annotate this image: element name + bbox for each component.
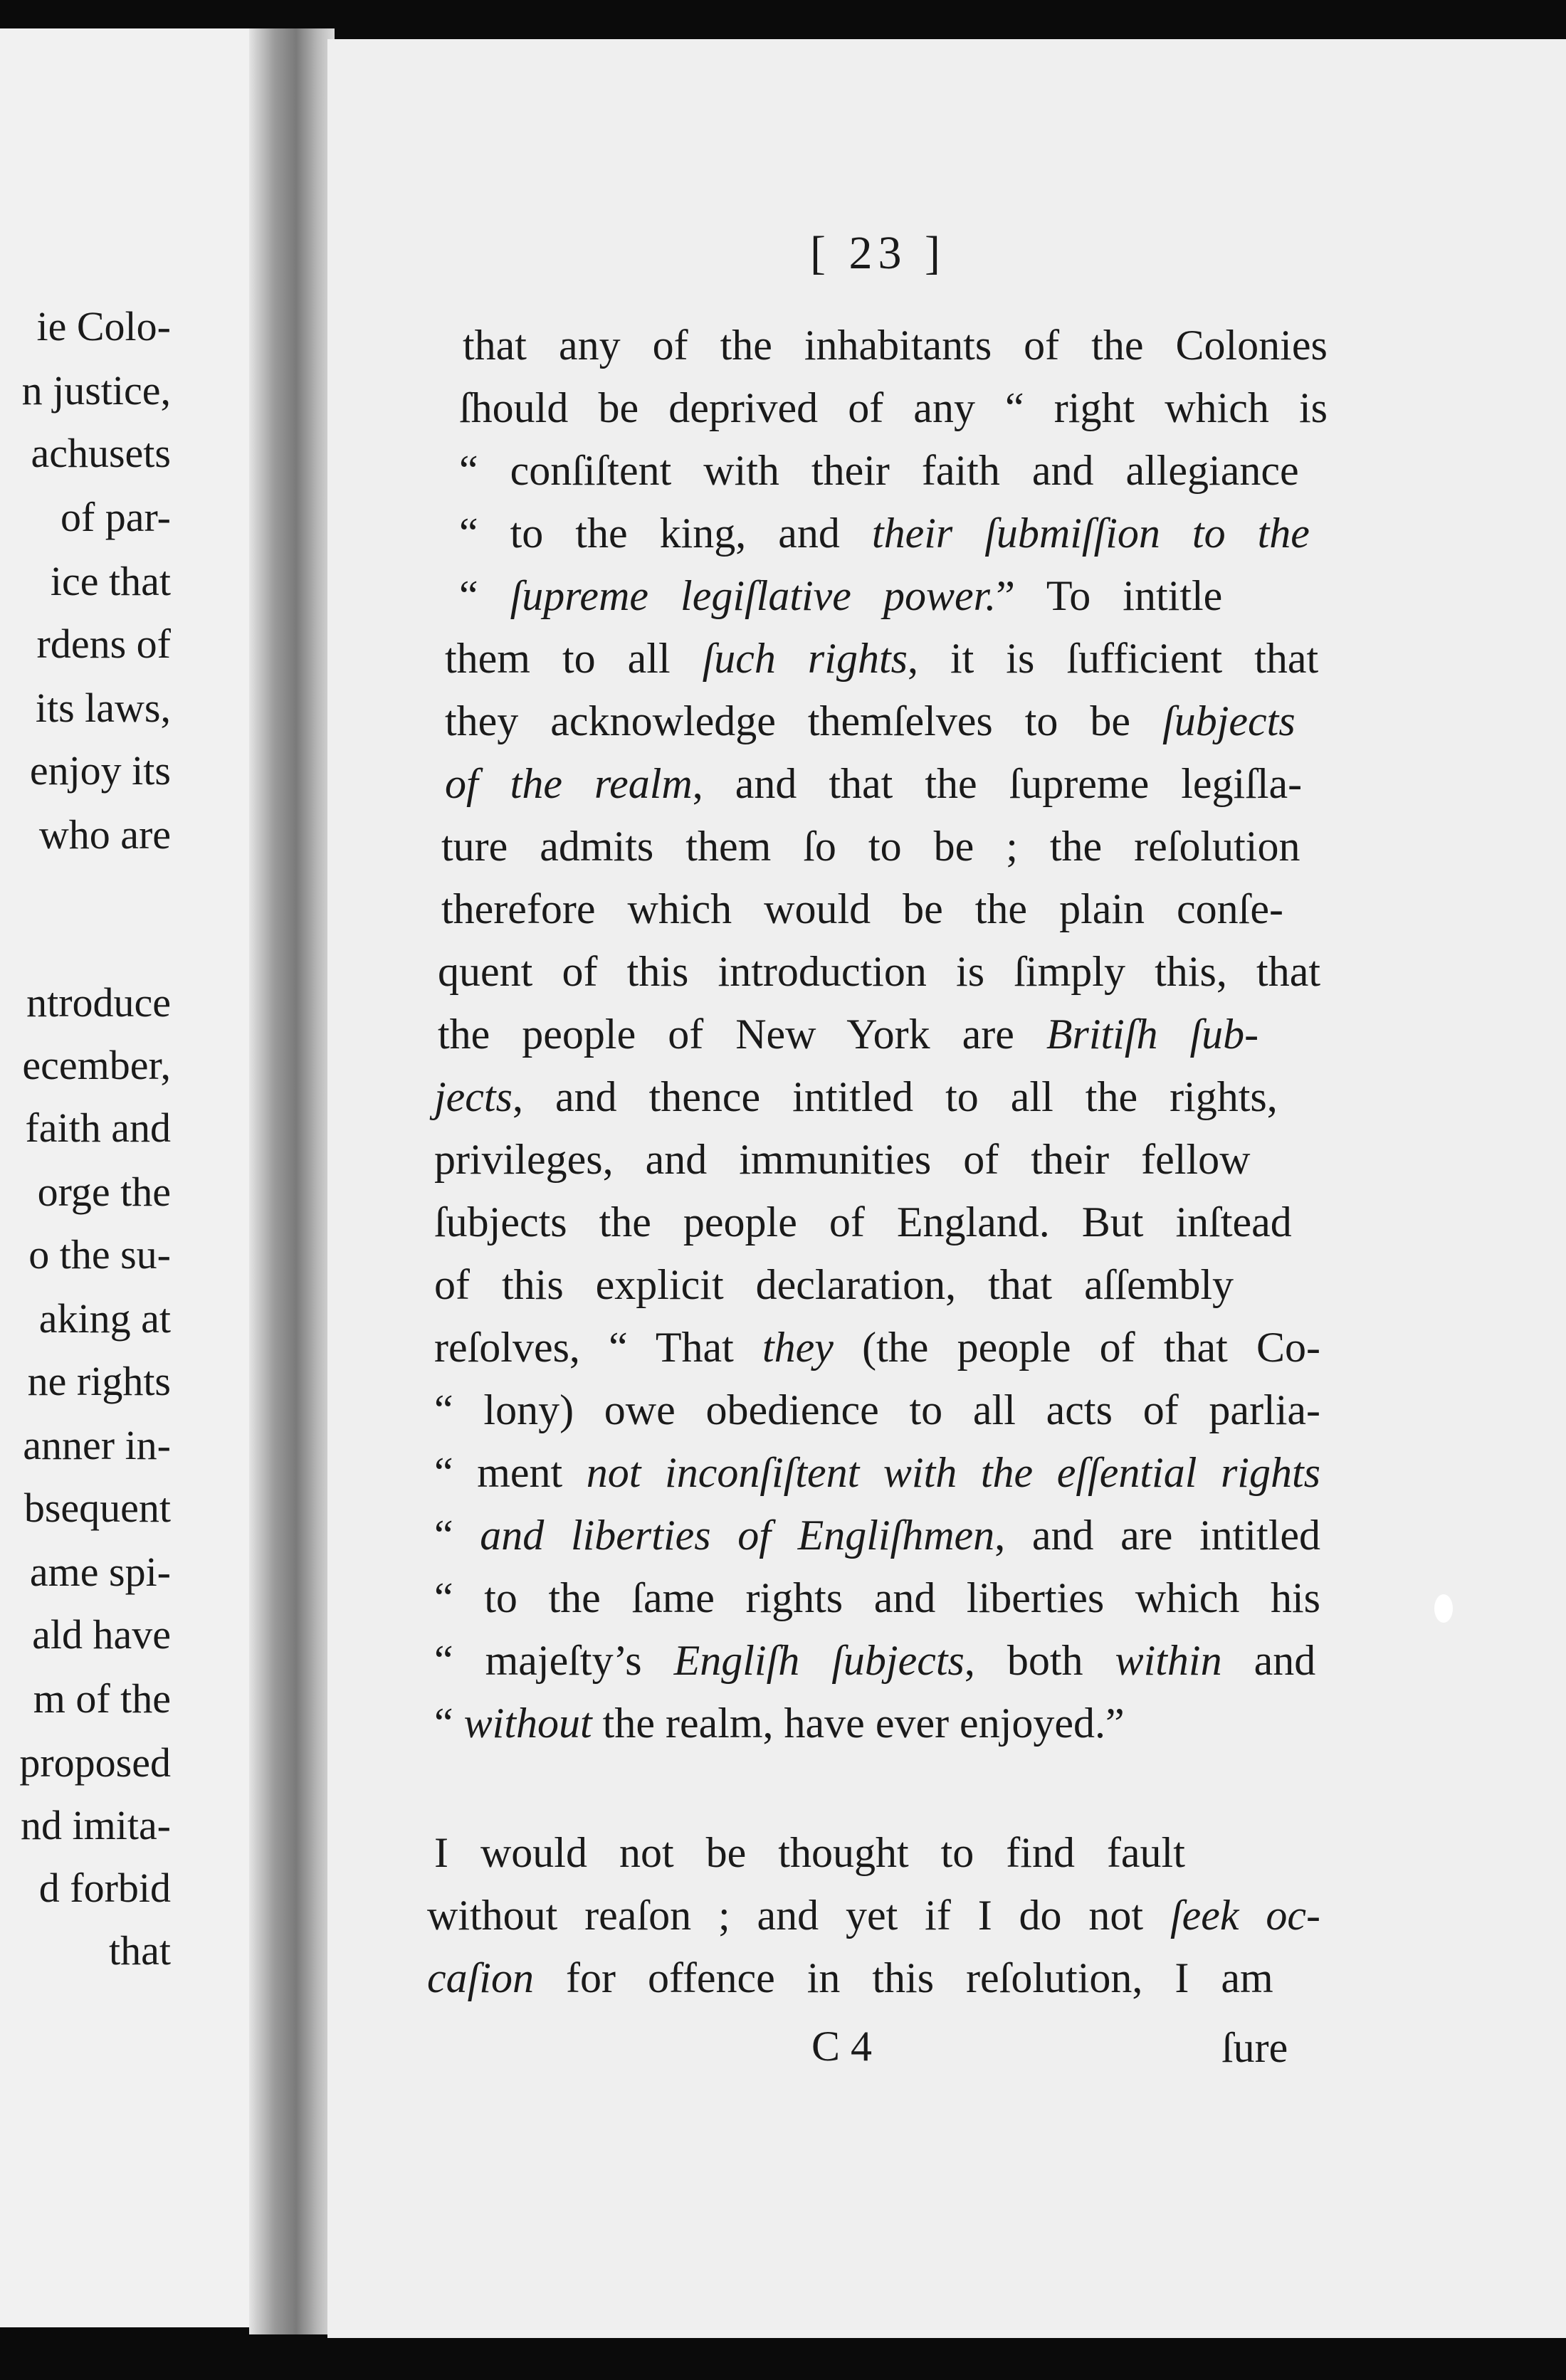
left-page-line: ne rights	[27, 1358, 171, 1404]
body-line	[434, 1138, 1250, 1181]
text-run: reſolves, “ That	[434, 1324, 762, 1371]
left-page-line: ice that	[50, 558, 171, 604]
catchword: ſure	[1221, 2024, 1288, 2071]
italic-text: their ſubmiſſion to the	[871, 510, 1310, 557]
body-line	[427, 1894, 1320, 1937]
text-run: “	[459, 572, 510, 619]
italic-text: they	[762, 1324, 834, 1371]
body-line	[441, 885, 1283, 932]
text-run: ſubjects the people of England. But inſtead	[434, 1199, 1292, 1246]
italic-text: Britiſh ſub-	[1046, 1011, 1259, 1058]
left-page-line: bsequent	[23, 1485, 171, 1531]
italic-text: jects	[434, 1073, 513, 1120]
signature-mark: C 4	[811, 2023, 873, 2070]
body-line	[463, 324, 1328, 367]
body-line	[434, 1639, 1315, 1682]
text-run: “ lony) owe obedience to all acts of parlia-	[434, 1386, 1320, 1433]
body-line	[434, 1831, 1185, 1874]
text-run: , and are intitled	[994, 1512, 1320, 1559]
left-page-line: n justice,	[21, 367, 171, 414]
body-line	[445, 697, 1296, 744]
left-page-line: faith and	[25, 1105, 171, 1151]
body-line	[434, 1386, 1320, 1433]
italic-text: caſion	[427, 1954, 534, 2001]
body-line	[459, 449, 1299, 492]
text-run: and	[1221, 1637, 1316, 1684]
text-run: I would not be thought to find fault	[434, 1829, 1185, 1876]
text-run: ſhould be deprived of any “ right which is	[459, 384, 1328, 431]
italic-text: ſupreme legiſlative power.	[510, 572, 997, 619]
page-23	[327, 39, 1566, 2338]
body-line	[445, 637, 1318, 680]
left-page-line: o the su-	[28, 1231, 171, 1278]
left-page-line: ald have	[32, 1611, 171, 1658]
italic-text: and liberties of Engliſhmen	[480, 1512, 995, 1559]
left-page-line: anner in-	[23, 1422, 171, 1468]
body-line	[434, 1576, 1320, 1619]
left-page-line: nd imita-	[20, 1802, 171, 1848]
text-run: , both	[964, 1637, 1115, 1684]
left-page-line: enjoy its	[29, 747, 171, 794]
italic-text: not inconſiſtent with the eſſential rights	[586, 1449, 1320, 1496]
text-run: the realm, have ever enjoyed.”	[592, 1700, 1125, 1747]
body-line	[441, 825, 1300, 868]
text-run: ” To intitle	[996, 572, 1223, 619]
text-run: ture admits them ſo to be ; the reſolution	[441, 823, 1300, 870]
italic-text: within	[1115, 1637, 1222, 1684]
body-line	[427, 1954, 1273, 2001]
body-line	[459, 574, 1222, 617]
text-run: “ majeſty’s	[434, 1637, 674, 1684]
left-page-line: who are	[38, 811, 171, 858]
text-run: of this explicit declaration, that aſſembly	[434, 1261, 1234, 1308]
italic-text: ſeek oc-	[1170, 1892, 1320, 1939]
body-line	[434, 1263, 1234, 1306]
body-line	[434, 1326, 1320, 1369]
facing-page-left	[0, 28, 256, 2327]
left-page-line: d forbid	[38, 1865, 171, 1911]
left-page-line: aking at	[38, 1295, 171, 1342]
book-gutter	[249, 28, 335, 2334]
italic-text: of the realm	[445, 760, 693, 807]
text-run: therefore which would be the plain conſe-	[441, 885, 1283, 932]
text-run: “ to the ſame rights and liberties which his	[434, 1574, 1320, 1621]
text-run: , and thence intitled to all the rights,	[512, 1073, 1278, 1120]
text-run: , it is ſufficient that	[907, 635, 1319, 682]
left-page-line: achusets	[31, 430, 171, 476]
body-line	[459, 386, 1328, 429]
text-run: “	[434, 1512, 480, 1559]
body-line	[434, 1514, 1320, 1557]
left-page-line: proposed	[19, 1739, 171, 1786]
left-page-line: ntroduce	[26, 979, 171, 1026]
text-run: without reaſon ; and yet if I do not	[427, 1892, 1170, 1939]
body-line	[434, 1700, 1125, 1747]
body-line	[434, 1451, 1320, 1494]
italic-text: ſubjects	[1162, 697, 1296, 744]
text-run: privileges, and immunities of their fellow	[434, 1136, 1251, 1183]
text-run: (the people of that Co-	[833, 1324, 1320, 1371]
text-run: , and that the ſupreme legiſla-	[692, 760, 1303, 807]
text-run: they acknowledge themſelves to be	[445, 697, 1163, 744]
left-page-line: its laws,	[35, 685, 171, 731]
text-run: them to all	[445, 635, 703, 682]
left-page-line: m of the	[33, 1675, 171, 1722]
body-line	[438, 1011, 1259, 1058]
text-run: that any of the inhabitants of the Colonies	[463, 322, 1328, 369]
text-run: “	[434, 1700, 464, 1747]
left-page-line: rdens of	[36, 621, 171, 667]
body-line	[459, 510, 1310, 557]
text-run: for offence in this reſolution, I am	[533, 1954, 1273, 2001]
left-page-line: that	[109, 1927, 171, 1974]
body-line	[434, 1199, 1292, 1246]
left-page-line: ie Colo-	[36, 303, 171, 349]
left-page-line: of par-	[60, 494, 171, 540]
page-number-header: [ 23 ]	[810, 227, 946, 279]
paper-speck	[1434, 1594, 1453, 1623]
italic-text: ſuch rights	[702, 635, 908, 682]
text-run: quent of this introduction is ſimply this, that	[438, 948, 1320, 995]
left-page-line: orge the	[37, 1169, 171, 1215]
text-run: “ conſiſtent with their faith and allegiance	[459, 447, 1299, 494]
left-page-line: ecember,	[22, 1042, 171, 1088]
text-run: “ to the king, and	[459, 510, 872, 557]
italic-text: without	[463, 1700, 592, 1747]
text-run: “ ment	[434, 1449, 587, 1496]
italic-text: Engliſh ſubjects	[673, 1637, 965, 1684]
body-line	[434, 1075, 1278, 1118]
body-line	[445, 762, 1302, 805]
text-run: the people of New York are	[438, 1011, 1046, 1058]
body-line	[438, 950, 1320, 993]
left-page-line: ame spi-	[29, 1549, 171, 1595]
